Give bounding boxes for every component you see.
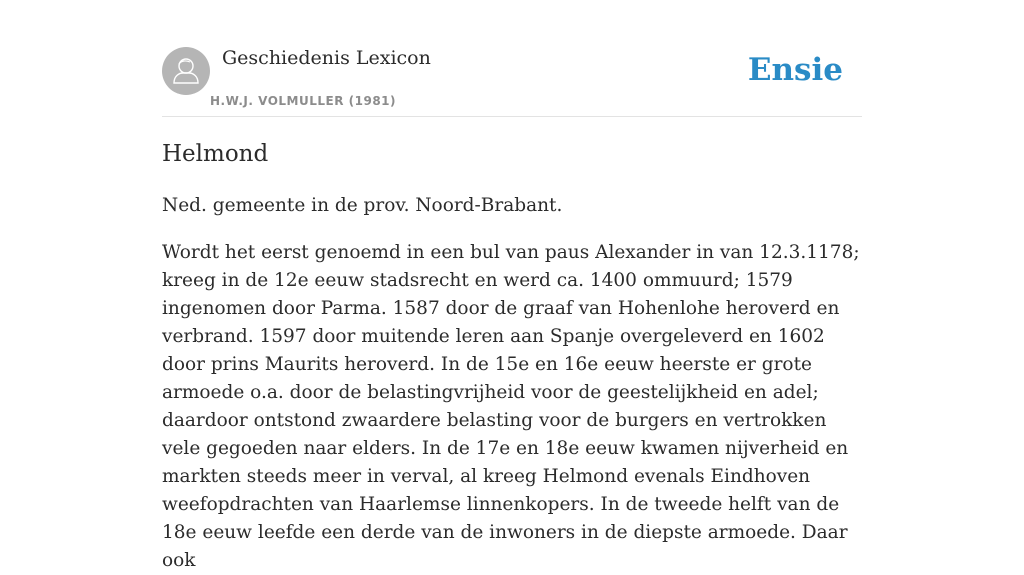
source-header — [162, 46, 862, 117]
article-title: Helmond — [162, 141, 269, 167]
article-paragraph: Wordt het eerst genoemd in een bul van paus Alexander in van 12.3.1178; kreeg in de 12e eeuw stadsrecht en werd ca. 1400 ommuurd; 1579 ingenomen door Parma. 1587 door de graaf van Hohenlohe heroverd en verbrand. 1597 door muitende leren aan Spanje overgeleverd en 1602 door prins Maurits heroverd. In de 15e en 16e eeuw heerste er grote armoede o.a. door de belastingvrijheid voor de geestelijkheid en adel; daardoor ontstond zwaardere belasting voor de burgers en vertrokken vele gegoeden naar elders. In de 17e en 18e eeuw kwamen nijverheid en markten steeds meer in verval, al kreeg Helmond evenals Eindhoven weefopdrachten van Haarlemse linnenkopers. In de tweede helft van de 18e eeuw leefde een derde van de inwoners in de diepste armoede. Daar ook — [162, 242, 860, 571]
article — [162, 138, 862, 575]
user-avatar-icon[interactable] — [162, 47, 210, 95]
source-title[interactable]: Geschiedenis Lexicon — [222, 47, 431, 69]
brand-logo[interactable]: Ensie — [747, 52, 843, 88]
article-paragraph: Ned. gemeente in de prov. Noord-Brabant. — [162, 195, 563, 216]
source-author[interactable]: H.W.J. VOLMULLER (1981) — [210, 94, 397, 108]
